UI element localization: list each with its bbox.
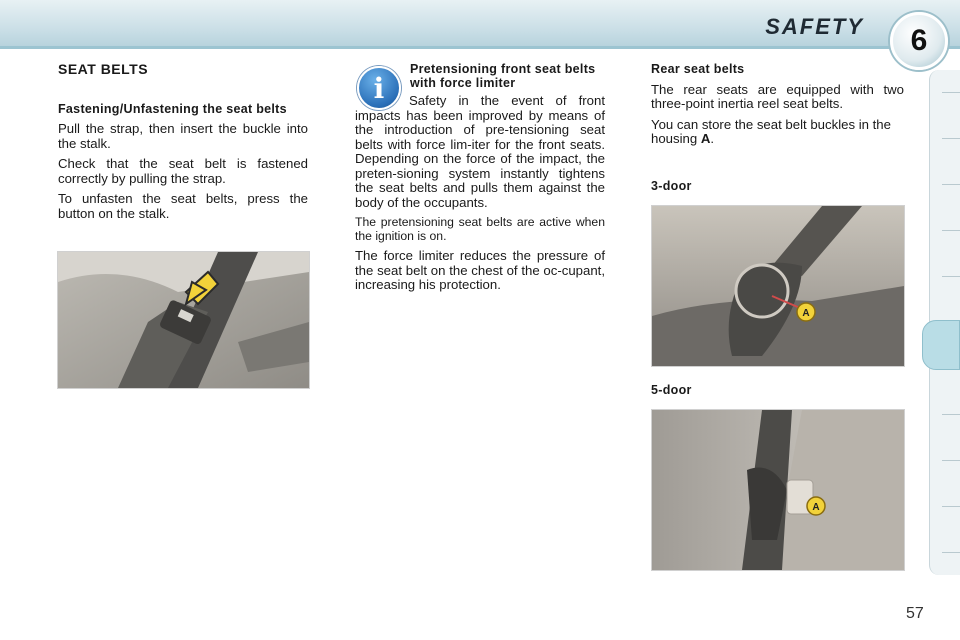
paragraph: Pull the strap, then insert the buckle into the stalk.: [58, 121, 308, 151]
caption-3door: 3-door: [651, 179, 692, 193]
paragraph: [651, 118, 904, 147]
marker-a-label: A: [812, 502, 820, 513]
paragraph: The force limiter reduces the pressure of the seat belt on the chest of the oc-cupant, increasing his protection.: [355, 248, 605, 292]
rear-belt-5door-photo: [651, 409, 905, 571]
subsection-heading: Fastening/Unfastening the seat belts: [58, 101, 287, 116]
caption-5door: 5-door: [651, 383, 692, 397]
buckle-photo: [57, 251, 310, 389]
marker-a-label: A: [802, 308, 810, 319]
housing-label: A: [700, 131, 711, 146]
subsection-heading: Rear seat belts: [651, 62, 745, 76]
page-number: 57: [906, 605, 924, 622]
info-icon: i: [357, 66, 401, 110]
paragraph: To unfasten the seat belts, press the button on the stalk.: [58, 191, 308, 221]
right-column: [651, 63, 904, 153]
paragraph: Check that the seat belt is fastened correctly by pulling the strap.: [58, 156, 308, 186]
section-heading: SEAT BELTS: [58, 61, 149, 77]
paragraph: Safety in the event of front impacts has been improved by means of the introduction of pre-tensioning seat belts with force lim-iter for the front seats. Depending on the force of the impact, the preten-sioning system instantly tightens the seat belts and pulls them against the body of the occupants.: [355, 93, 605, 210]
subsection-heading: Pretensioning front seat belts with force limiter: [410, 62, 596, 90]
active-chapter-tab[interactable]: [922, 320, 960, 370]
page-title: SAFETY: [765, 14, 864, 39]
middle-heading-block: [410, 63, 605, 96]
middle-column: [355, 94, 605, 299]
rear-belt-3door-photo: [651, 205, 905, 367]
paragraph: The rear seats are equipped with two three-point inertia reel seat belts.: [651, 81, 904, 111]
paragraph-text: .: [710, 131, 715, 146]
chapter-number-badge: 6: [890, 12, 948, 70]
left-column: [58, 62, 308, 227]
paragraph-text: You can store the seat belt buckles in the housing: [651, 116, 891, 146]
paragraph: The pretensioning seat belts are active when the ignition is on.: [355, 215, 605, 243]
